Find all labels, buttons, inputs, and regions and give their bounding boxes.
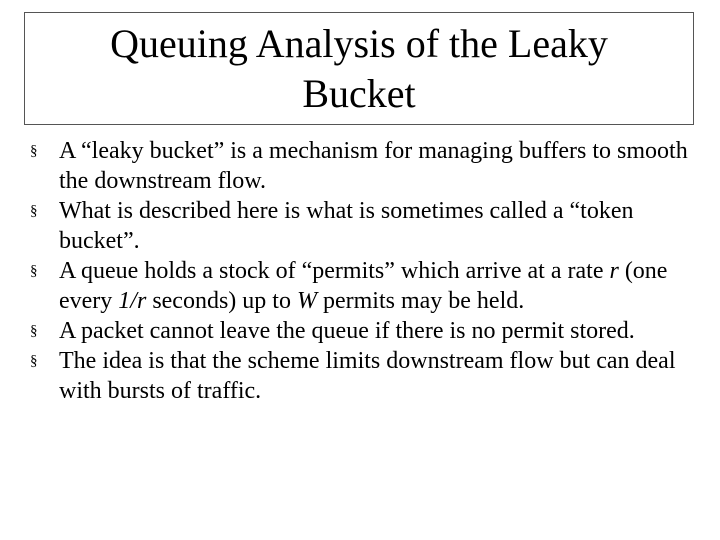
bullet-item [30, 256, 700, 316]
bullet-italic-run: W [296, 288, 317, 314]
bullet-italic-run: r [609, 258, 619, 284]
bullet-item [30, 196, 700, 256]
bullet-text-run: A packet cannot leave the queue if there is no permit stored. [59, 318, 635, 344]
bullet-text [59, 198, 633, 254]
bullet-list [30, 136, 700, 406]
bullet-text-run: The idea is that the scheme limits downstream flow but can deal with bursts of traffic. [59, 348, 676, 404]
bullet-italic-run: 1/r [118, 288, 147, 314]
slide-title: Queuing Analysis of the Leaky Bucket [110, 20, 608, 116]
bullet-text-run: permits may be held. [316, 288, 525, 314]
bullet-text-run: What is described here is what is sometimes called a “token bucket”. [59, 198, 634, 254]
bullet-item [30, 136, 700, 196]
bullet-marker-icon: § [30, 203, 38, 219]
bullet-text [59, 348, 676, 404]
bullet-marker-icon: § [30, 323, 38, 339]
bullet-marker-icon: § [30, 143, 38, 159]
slide-title-box [24, 12, 694, 125]
bullet-text [59, 258, 667, 314]
bullet-text-run: A queue holds a stock of “permits” which arrive at a rate [59, 258, 610, 284]
bullet-text-run: (one every [59, 258, 668, 314]
bullet-marker-icon: § [30, 263, 38, 279]
bullet-text-run: seconds) up to [146, 288, 297, 314]
bullet-item [30, 316, 700, 346]
bullet-text [59, 138, 688, 194]
bullet-text-run: A “leaky bucket” is a mechanism for managing buffers to smooth the downstream flow. [59, 138, 688, 194]
bullet-marker-icon: § [30, 353, 38, 369]
bullet-text [59, 318, 635, 344]
bullet-item [30, 346, 700, 406]
